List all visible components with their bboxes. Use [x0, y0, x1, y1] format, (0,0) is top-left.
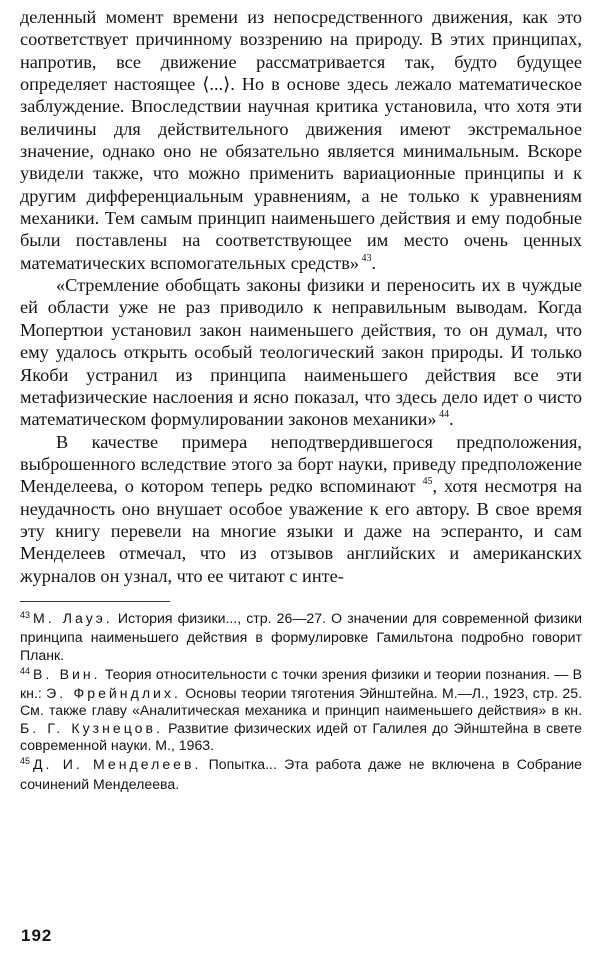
footnote-44-mark: 44 — [20, 665, 31, 676]
page-number: 192 — [21, 926, 53, 945]
main-text — [20, 6, 582, 587]
paragraph-1-text: деленный момент времени из непосредственного движения, как это соответствует причинному воззрению на природу. В этих принципах, напротив, все движение рассматривается так, будто будущее определяет настоящее ⟨...⟩. Но в основе здесь лежало математическое заблуждение. Впоследствии научная критика установила, что хотя эти величины для действительного движения имеют экстремальное значение, однако оно не обязательно является минимальным. Вскоре увидели также, что можно применить вариационные принципы и к другим дифференциальным уравнениям, а не только к уравнениям механики. Тем самым принцип наименьшего действия и ему подобные были поставлены на соответствующее им место очень ценных математических вспомогательных средств» — [20, 7, 582, 273]
paragraph-1: деленный момент времени из непосредственного движения, как это соответствует причинному воззрению на природу. В этих принципах, напротив, все движение рассматривается так, будто будущее определяет настоящее ⟨...⟩. Но в основе здесь лежало математическое заблуждение. Впоследствии научная критика установила, что хотя эти величины для действительного движения имеют экстремальное значение, однако оно не обязательно является минимальным. Вскоре увидели также, что можно применить вариационные принципы и к другим дифференциальным уравнениям, а не только к уравнениям механики. Тем самым принцип наименьшего действия и ему подобные были поставлены на соответствующее им место очень ценных математических вспомогательных средств» $^{43}$. — [20, 7, 582, 273]
footnote-44 — [20, 666, 582, 754]
footnote-ref-44: 44 — [439, 409, 450, 421]
paragraph-2: «Стремление обобщать законы физики и переносить их в чуждые ей области уже не раз приводило к неправильным выводам. Когда Мопертюи установил закон наименьшего действия, то он думал, что ему удалось открыть особый теологический закон природы. И только Якоби устранил из принципа наименьшего действия все эти метафизические наслоения и ясно показал, что здесь дело идет о чисто математическом формулировании законов механики» $^{44}$. — [20, 275, 582, 430]
book-page — [20, 6, 582, 795]
footnote-ref-45: 45 — [422, 476, 433, 488]
footnote-44-author: В. Вин. — [33, 665, 101, 682]
footnotes — [20, 610, 582, 793]
paragraph-3 — [20, 431, 582, 587]
footnote-44-text-3: Развитие физических идей от Галилея до Эйнштейна в свете современной науки. М., 1963. — [20, 719, 582, 754]
footnote-43-author: М. Лауэ. — [33, 609, 113, 626]
footnote-45-author: Д. И. Менделеев. — [33, 756, 202, 773]
paragraph-2-text: «Стремление обобщать законы физики и переносить их в чуждые ей области уже не раз приводило к неправильным выводам. Когда Мопертюи установил закон наименьшего действия, то он думал, что ему удалось открыть особый теологический закон природы. И только Якоби устранил из принципа наименьшего действия все эти метафизические наслоения и ясно показал, что здесь дело идет о чисто математическом формулировании законов механики» — [20, 275, 582, 430]
footnote-44-author-2: Э. Фрейндлих. — [46, 685, 181, 702]
footnote-43 — [20, 610, 582, 664]
footnote-ref-43: 43 — [361, 252, 372, 264]
footnote-43-mark: 43 — [20, 609, 31, 620]
footnote-divider — [20, 601, 170, 602]
footnote-45 — [20, 756, 582, 793]
footnote-44-text-1: Теория относительности с точки зрения физики и теории познания. — В кн.: — [20, 665, 582, 702]
footnote-44-author-3: Б. Г. Кузнецов. — [20, 719, 163, 736]
footnote-43-text: История физики..., стр. 26—27. О значении для современной физики принципа наименьшего действия в формулировке Гамильтона подробно говорит Планк. — [20, 609, 583, 663]
paragraph-3-text-before: В качестве примера неподтвердившегося предположения, выброшенного вследствие этого за борт науки, приведу предположение Менделеева, о котором теперь редко вспоминают — [20, 431, 582, 497]
footnote-44-text-2: Основы теории тяготения Эйнштейна. М.—Л., 1923, стр. 25. См. также главу «Аналитическая механика и принцип наименьшего действия» в кн. — [20, 685, 582, 719]
paragraph-3-text-after: , хотя несмотря на неудачность оно внушает особое уважение к его автору. В свое время эту книгу перевели на многие языки и даже на эсперанто, и сам Менделеев отмечал, что из отзывов английских и американских журналов он узнал, что ее читают с инте- — [20, 476, 582, 586]
footnote-45-text: Попытка... Эта работа даже не включена в Собрание сочинений Менделеева. — [20, 756, 582, 792]
footnote-45-mark: 45 — [20, 756, 31, 767]
